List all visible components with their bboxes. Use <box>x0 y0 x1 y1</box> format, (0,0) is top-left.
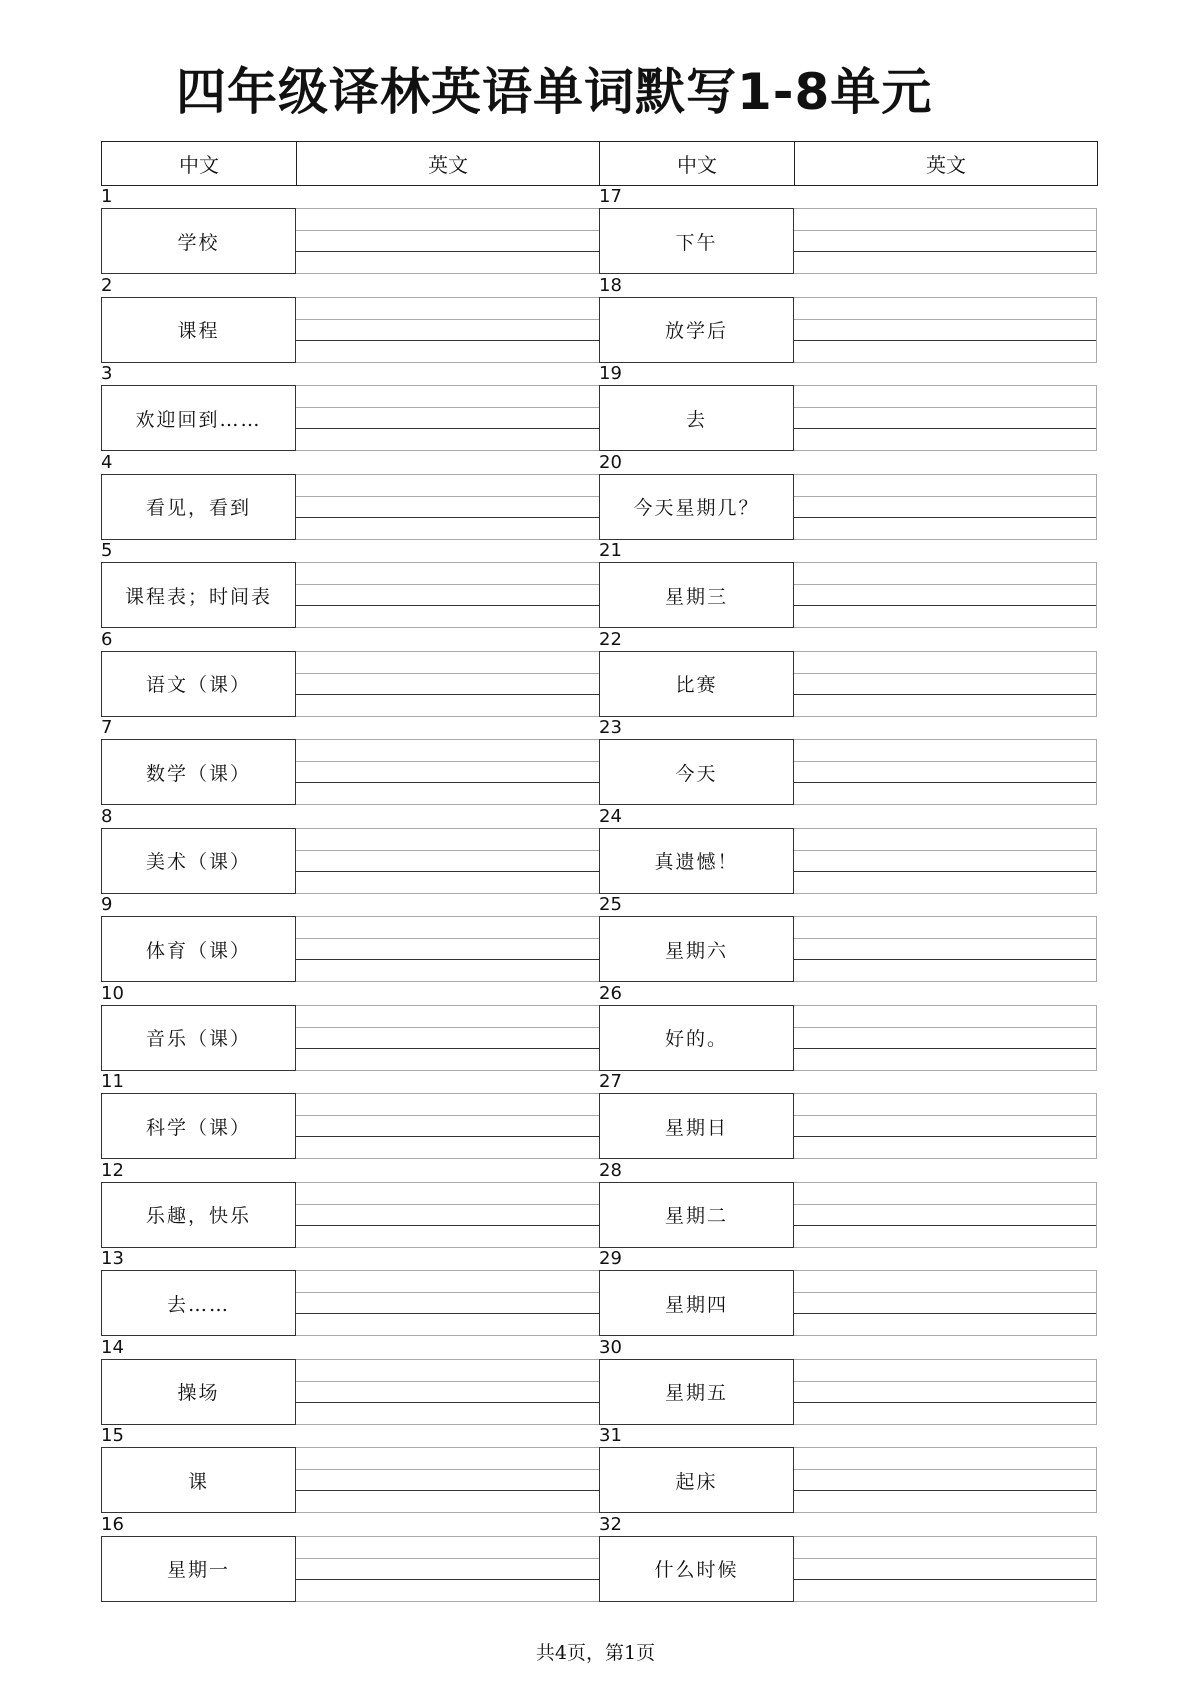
chinese-word-cell: 去 <box>599 385 794 451</box>
writing-line <box>794 673 1096 674</box>
chinese-word-cell: 学校 <box>101 208 296 274</box>
writing-line <box>794 782 1096 783</box>
item-number: 3 <box>101 363 113 384</box>
writing-line <box>296 651 599 652</box>
page-footer: 共4页，第1页 <box>535 1642 656 1664</box>
english-answer-field[interactable] <box>296 1359 599 1425</box>
writing-line <box>296 407 599 408</box>
list-item <box>101 363 599 452</box>
writing-line <box>296 916 599 917</box>
writing-line <box>794 1447 1096 1448</box>
writing-line <box>296 850 599 851</box>
writing-line <box>794 1225 1096 1226</box>
right-column <box>599 186 1097 1602</box>
list-item <box>101 1337 599 1426</box>
writing-line <box>296 1490 599 1491</box>
english-answer-field[interactable] <box>296 651 599 717</box>
writing-line <box>794 761 1096 762</box>
writing-line <box>794 694 1096 695</box>
writing-line <box>794 1536 1096 1537</box>
writing-line <box>296 673 599 674</box>
table-header <box>101 141 1098 186</box>
list-item <box>599 1425 1097 1514</box>
writing-line <box>794 474 1096 475</box>
chinese-word-cell: 今天 <box>599 739 794 805</box>
english-answer-field[interactable] <box>296 1093 599 1159</box>
header-chinese-left: 中文 <box>102 142 297 185</box>
english-answer-field[interactable] <box>296 297 599 363</box>
list-item <box>599 363 1097 452</box>
writing-line <box>296 1359 599 1360</box>
writing-line <box>794 251 1096 252</box>
item-number: 22 <box>599 628 622 650</box>
list-item <box>101 186 599 275</box>
writing-line <box>794 1381 1096 1382</box>
list-item <box>101 717 599 806</box>
writing-line <box>794 517 1096 518</box>
header-chinese-right: 中文 <box>600 142 795 185</box>
chinese-word-cell: 课 <box>101 1447 296 1513</box>
writing-line <box>296 1292 599 1293</box>
english-answer-field[interactable] <box>794 739 1097 805</box>
writing-line <box>296 562 599 563</box>
list-item <box>599 806 1097 895</box>
english-answer-field[interactable] <box>296 1447 599 1513</box>
list-item <box>599 894 1097 983</box>
writing-line <box>794 385 1096 386</box>
item-number: 25 <box>599 894 622 915</box>
writing-line <box>794 1136 1096 1137</box>
writing-line <box>794 1048 1096 1049</box>
writing-line <box>794 1093 1096 1094</box>
list-item <box>101 1160 599 1249</box>
writing-line <box>296 340 599 341</box>
header-english-right: 英文 <box>926 153 966 177</box>
list-item <box>599 629 1097 718</box>
writing-line <box>296 1601 599 1602</box>
writing-line <box>794 850 1096 851</box>
english-answer-field[interactable] <box>296 916 599 982</box>
list-item <box>101 1248 599 1337</box>
english-answer-field[interactable] <box>794 385 1097 451</box>
writing-line <box>296 1313 599 1314</box>
english-answer-field[interactable] <box>296 1005 599 1071</box>
item-number: 4 <box>101 451 113 473</box>
page-title: 四年级译林英语单词默写1-8单元 <box>176 63 933 121</box>
list-item <box>101 540 599 629</box>
item-number: 12 <box>101 1159 124 1181</box>
writing-line <box>794 1359 1096 1360</box>
writing-line <box>296 1225 599 1226</box>
writing-line <box>794 1115 1096 1116</box>
chinese-word-cell: 下午 <box>599 208 794 274</box>
writing-line <box>296 1381 599 1382</box>
chinese-word-cell: 语文（课） <box>101 651 296 717</box>
writing-line <box>794 828 1096 829</box>
chinese-word-cell: 好的。 <box>599 1005 794 1071</box>
list-item <box>101 983 599 1072</box>
item-number: 7 <box>101 717 113 738</box>
chinese-word-cell: 课程表；时间表 <box>101 562 296 628</box>
writing-line <box>296 496 599 497</box>
chinese-word-cell: 美术（课） <box>101 828 296 894</box>
english-answer-field[interactable] <box>794 208 1097 274</box>
list-item <box>599 1071 1097 1160</box>
english-answer-field[interactable] <box>296 828 599 894</box>
english-answer-field[interactable] <box>794 562 1097 628</box>
writing-line <box>296 828 599 829</box>
writing-line <box>296 230 599 231</box>
writing-line <box>296 251 599 252</box>
chinese-word-cell: 什么时候 <box>599 1536 794 1602</box>
writing-line <box>296 1136 599 1137</box>
writing-line <box>296 1048 599 1049</box>
chinese-word-cell: 星期五 <box>599 1359 794 1425</box>
chinese-word-cell: 星期二 <box>599 1182 794 1248</box>
item-number: 24 <box>599 805 622 827</box>
list-item <box>101 275 599 364</box>
english-answer-field[interactable] <box>794 916 1097 982</box>
writing-line <box>794 916 1096 917</box>
list-item <box>101 1071 599 1160</box>
chinese-word-cell: 起床 <box>599 1447 794 1513</box>
list-item <box>599 983 1097 1072</box>
english-answer-field[interactable] <box>296 1182 599 1248</box>
english-answer-field[interactable] <box>794 1093 1097 1159</box>
item-number: 6 <box>101 628 113 650</box>
item-number: 14 <box>101 1336 124 1358</box>
item-number: 2 <box>101 274 113 296</box>
writing-line <box>296 319 599 320</box>
list-item <box>101 1425 599 1514</box>
writing-line <box>794 959 1096 960</box>
writing-line <box>296 1204 599 1205</box>
writing-line <box>296 782 599 783</box>
writing-line <box>794 1292 1096 1293</box>
item-number: 10 <box>101 982 124 1004</box>
writing-line <box>296 694 599 695</box>
chinese-word-cell: 乐趣，快乐 <box>101 1182 296 1248</box>
item-number: 20 <box>599 451 622 473</box>
chinese-word-cell: 欢迎回到…… <box>101 385 296 451</box>
writing-line <box>296 428 599 429</box>
english-answer-field[interactable] <box>296 1536 599 1602</box>
chinese-word-cell: 真遗憾！ <box>599 828 794 894</box>
header-english-left: 英文 <box>297 142 600 185</box>
writing-line <box>296 297 599 298</box>
english-answer-field[interactable] <box>794 1447 1097 1513</box>
item-number: 11 <box>101 1071 124 1092</box>
writing-line <box>794 1579 1096 1580</box>
english-answer-field[interactable] <box>794 651 1097 717</box>
list-item <box>101 1514 599 1603</box>
writing-line <box>794 230 1096 231</box>
english-answer-field[interactable] <box>794 1182 1097 1248</box>
list-item <box>599 1337 1097 1426</box>
item-number: 13 <box>101 1248 124 1269</box>
item-number: 5 <box>101 540 113 561</box>
english-answer-field[interactable] <box>296 208 599 274</box>
item-number: 8 <box>101 805 113 827</box>
writing-line <box>296 1558 599 1559</box>
writing-line <box>794 1402 1096 1403</box>
chinese-word-cell: 数学（课） <box>101 739 296 805</box>
chinese-word-cell: 课程 <box>101 297 296 363</box>
writing-line <box>296 1469 599 1470</box>
chinese-word-cell: 音乐（课） <box>101 1005 296 1071</box>
writing-line <box>296 871 599 872</box>
writing-line <box>296 1182 599 1183</box>
chinese-word-cell: 星期四 <box>599 1270 794 1336</box>
english-answer-field[interactable] <box>794 297 1097 363</box>
list-item <box>599 186 1097 275</box>
writing-line <box>794 1270 1096 1271</box>
writing-line <box>296 474 599 475</box>
writing-line <box>296 1402 599 1403</box>
item-number: 21 <box>599 540 622 561</box>
writing-line <box>296 959 599 960</box>
chinese-word-cell: 星期一 <box>101 1536 296 1602</box>
writing-line <box>794 1313 1096 1314</box>
english-answer-field[interactable] <box>296 474 599 540</box>
chinese-word-cell: 比赛 <box>599 651 794 717</box>
writing-line <box>794 871 1096 872</box>
chinese-word-cell: 今天星期几？ <box>599 474 794 540</box>
english-answer-field[interactable] <box>296 562 599 628</box>
english-answer-field[interactable] <box>794 1536 1097 1602</box>
writing-line <box>296 385 599 386</box>
writing-line <box>296 1270 599 1271</box>
item-number: 18 <box>599 274 622 296</box>
writing-line <box>794 1005 1096 1006</box>
english-answer-field[interactable] <box>794 1270 1097 1336</box>
english-answer-field[interactable] <box>794 828 1097 894</box>
writing-line <box>794 407 1096 408</box>
writing-line <box>296 517 599 518</box>
writing-line <box>794 651 1096 652</box>
list-item <box>599 452 1097 541</box>
writing-line <box>794 739 1096 740</box>
list-item <box>599 540 1097 629</box>
writing-line <box>794 340 1096 341</box>
chinese-word-cell: 科学（课） <box>101 1093 296 1159</box>
list-item <box>101 452 599 541</box>
english-answer-field[interactable] <box>794 1005 1097 1071</box>
writing-line <box>794 1490 1096 1491</box>
writing-line <box>794 319 1096 320</box>
english-answer-field[interactable] <box>296 739 599 805</box>
writing-line <box>794 208 1096 209</box>
english-answer-field[interactable] <box>296 1270 599 1336</box>
left-column <box>101 186 599 1602</box>
item-number: 9 <box>101 894 113 915</box>
writing-line <box>794 1601 1096 1602</box>
writing-line <box>794 496 1096 497</box>
writing-line <box>296 1093 599 1094</box>
writing-line <box>794 1558 1096 1559</box>
writing-line <box>794 584 1096 585</box>
chinese-word-cell: 看见，看到 <box>101 474 296 540</box>
writing-line <box>794 1204 1096 1205</box>
writing-line <box>296 761 599 762</box>
chinese-word-cell: 星期六 <box>599 916 794 982</box>
writing-line <box>794 938 1096 939</box>
item-number: 16 <box>101 1513 124 1535</box>
writing-line <box>296 1115 599 1116</box>
writing-line <box>794 605 1096 606</box>
writing-line <box>296 1536 599 1537</box>
list-item <box>599 717 1097 806</box>
list-item <box>599 275 1097 364</box>
item-number: 32 <box>599 1513 622 1535</box>
writing-line <box>794 428 1096 429</box>
chinese-word-cell: 体育（课） <box>101 916 296 982</box>
chinese-word-cell: 操场 <box>101 1359 296 1425</box>
writing-line <box>794 1027 1096 1028</box>
list-item <box>101 806 599 895</box>
item-number: 28 <box>599 1159 622 1181</box>
chinese-word-cell: 星期日 <box>599 1093 794 1159</box>
writing-line <box>296 1027 599 1028</box>
item-number: 29 <box>599 1248 622 1269</box>
writing-line <box>296 938 599 939</box>
writing-line <box>296 208 599 209</box>
writing-line <box>296 605 599 606</box>
english-answer-field[interactable] <box>794 1359 1097 1425</box>
item-number: 30 <box>599 1336 622 1358</box>
writing-line <box>296 739 599 740</box>
writing-line <box>794 297 1096 298</box>
writing-line <box>296 1579 599 1580</box>
chinese-word-cell: 星期三 <box>599 562 794 628</box>
writing-line <box>794 1469 1096 1470</box>
item-number: 1 <box>101 186 113 207</box>
list-item <box>599 1248 1097 1337</box>
item-number: 23 <box>599 717 622 738</box>
list-item <box>101 629 599 718</box>
chinese-word-cell: 去…… <box>101 1270 296 1336</box>
writing-line <box>794 562 1096 563</box>
english-answer-field[interactable] <box>794 474 1097 540</box>
writing-line <box>296 1447 599 1448</box>
chinese-word-cell: 放学后 <box>599 297 794 363</box>
list-item <box>599 1160 1097 1249</box>
item-number: 31 <box>599 1425 622 1446</box>
writing-line <box>296 1005 599 1006</box>
english-answer-field[interactable] <box>296 385 599 451</box>
list-item <box>599 1514 1097 1603</box>
list-item <box>101 894 599 983</box>
writing-line <box>794 1182 1096 1183</box>
item-number: 19 <box>599 363 622 384</box>
item-number: 26 <box>599 982 622 1004</box>
item-number: 15 <box>101 1425 124 1446</box>
item-number: 17 <box>599 186 622 207</box>
item-number: 27 <box>599 1071 622 1092</box>
writing-line <box>296 584 599 585</box>
